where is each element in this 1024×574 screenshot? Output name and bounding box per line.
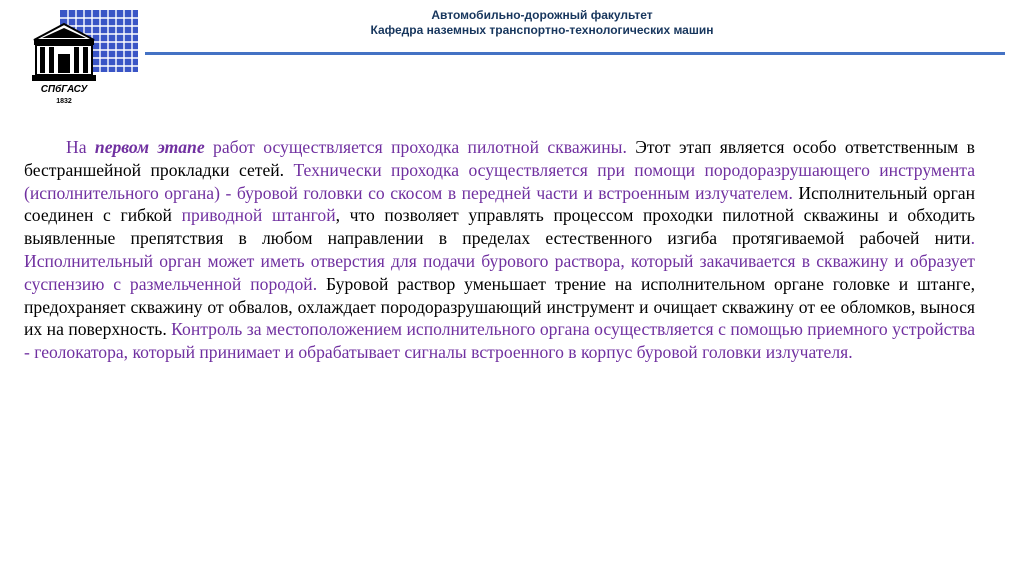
page-header (0, 8, 1024, 38)
logo-text: СПбГАСУ (40, 84, 88, 95)
text-segment: работ осуществляется проходка пилотной скважины. (204, 137, 627, 157)
text-segment: приводной штангой (181, 205, 336, 226)
emphasis-first-stage: первом этапе (94, 137, 205, 157)
header-divider (145, 52, 1005, 55)
text-segment: Технически проходка осуществляется при помощи породоразрушающего инструмента (исполнительного органа) - буровой головки со скосом в передней части и встроенным излучателем. (24, 159, 976, 203)
text-segment: Этот этап является особо ответственным в бестраншейной прокладки сетей. (24, 137, 975, 180)
department-title: Кафедра наземных транспортно-технологических машин (370, 23, 714, 37)
text-segment: . Исполнительный орган может иметь отверстия для подачи бурового раствора, который закачивается в скважину и образует суспензию с размельченной породой. (24, 228, 975, 294)
text-segment: На (66, 137, 95, 157)
text-segment: Буровой раствор уменьшает трение на исполнительном органе головке и штанге, предохраняет скважину от обвалов, охлаждает породоразрушающий инструмент и очищает скважину от ее обломков, вынося их на поверхность. (24, 273, 975, 340)
text-segment: Контроль за местоположением исполнительного органа осуществляется с помощью приемного устройства - геолокатора, который принимает и обрабатывает сигналы встроенного в корпус буровой головки излучателя. (24, 319, 976, 363)
logo-year: 1832 (56, 98, 72, 105)
main-paragraph (24, 136, 975, 364)
text-segment: Исполнительный орган соединен с гибкой (24, 182, 976, 226)
text-segment: , что позволяет управлять процессом проходки пилотной скважины и обходить выявленные препятствия в любом направлении в пределах естественного изгиба протягиваемой рабочей нити (24, 205, 976, 249)
faculty-title: Автомобильно-дорожный факультет (431, 8, 653, 22)
